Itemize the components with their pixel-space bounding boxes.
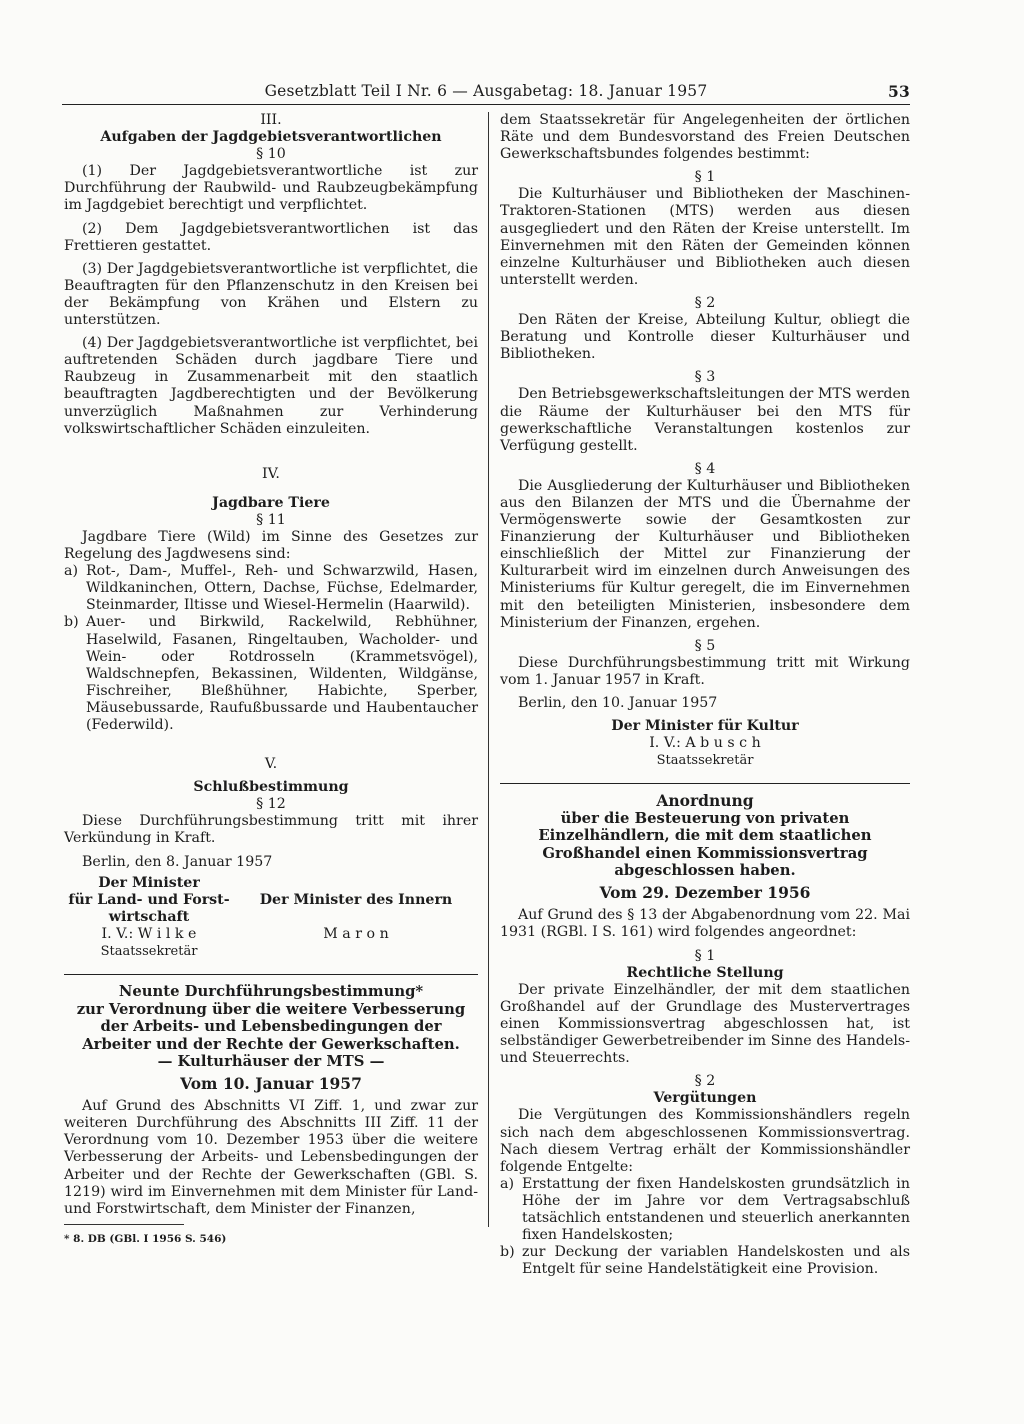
signature-block: [64, 875, 478, 960]
running-title: Gesetzblatt Teil I Nr. 6 — Ausgabetag: 18. Januar 1957: [264, 82, 708, 100]
section-rule: [500, 783, 910, 784]
body-paragraph: (2) Dem Jagdgebietsverantwortlichen ist das Frettieren gestattet.: [64, 220, 478, 254]
paragraph-number: § 12: [256, 796, 286, 813]
list-label: b): [500, 1244, 515, 1261]
body-paragraph: Auf Grund des § 13 der Abgabenordnung vom 22. Mai 1931 (RGBl. I S. 161) wird folgendes angeordnet:: [500, 907, 910, 941]
signature-title: Der Minister für Kultur: [611, 718, 799, 735]
paragraph-number: § 1: [694, 169, 716, 186]
column-divider: [488, 112, 489, 1227]
list-text: zur Deckung der variablen Handelskosten und als Entgelt für seine Handelstätigkeit eine Provision.: [522, 1244, 910, 1278]
signature-role: Staatssekretär: [656, 753, 754, 769]
body-paragraph: Den Betriebsgewerkschaftsleitungen der MTS werden die Räume der Kulturhäuser bei den MTS für gewerkschaftliche Veranstaltungen kostenlos zur Verfügung gestellt.: [500, 386, 910, 454]
body-paragraph: Der private Einzelhändler, der mit dem staatlichen Großhandel auf der Grundlage des Mustervertrages einen Kommissionsvertrag abgeschlossen hat, ist selbständiger Gewerbetreibender im Sinne des Handels- und Steuerrechts.: [500, 981, 910, 1067]
document-topic: — Kulturhäuser der MTS —: [157, 1053, 385, 1071]
list-text: Erstattung der fixen Handelskosten grundsätzlich in Höhe der im Jahre vor dem Vertragsabschluß tatsächlich entstandenen und steuerlich anerkannten fixen Handelskosten;: [522, 1175, 910, 1244]
signature-name: I. V.: A b u s c h: [649, 735, 761, 752]
page-number: 53: [888, 82, 910, 101]
signature-agriculture: [64, 875, 234, 960]
signature-title: Der Minister: [98, 874, 200, 891]
section-heading: Aufgaben der Jagdgebietsverantwortlichen: [100, 129, 442, 146]
date-line: Berlin, den 8. Januar 1957: [82, 853, 273, 870]
signature-name: I. V.: W i l k e: [101, 925, 197, 942]
body-paragraph: Den Räten der Kreise, Abteilung Kultur, obliegt die Beratung und Kontrolle dieser Kulturhäuser und Bibliotheken.: [500, 312, 910, 363]
right-column: [500, 112, 910, 1278]
paragraph-number: § 5: [694, 637, 716, 654]
document-title: Neunte Durchführungsbestimmung*: [118, 983, 424, 1001]
signature-block: [500, 718, 910, 769]
footnote-rule: [64, 1224, 184, 1225]
section-heading: Jagdbare Tiere: [212, 494, 330, 511]
document-title: Anordnung: [656, 791, 754, 811]
footnote: * 8. DB (GBl. I 1956 S. 546): [64, 1232, 227, 1245]
body-paragraph: (1) Der Jagdgebietsverantwortliche ist zur Durchführung der Raubwild- und Raubzeugbekämpfung im Jagdgebiet berechtigt und verpflichtet.: [64, 163, 478, 214]
body-paragraph: dem Staatssekretär für Angelegenheiten der örtlichen Räte und dem Bundesvorstand des Freien Deutschen Gewerkschaftsbundes folgendes bestimmt:: [500, 112, 910, 163]
body-paragraph: Auf Grund des Abschnitts VI Ziff. 1, und zwar zur weiteren Durchführung des Abschnitts III Ziff. 11 der Verordnung vom 10. Dezember 1953 über die weitere Verbesserung der Arbeits- und Lebensbedingungen der Arbeiter und der Rechte der Gewerkschaften (GBl. S. 1219) wird im Einvernehmen mit dem Minister für Land- und Forstwirtschaft, dem Minister der Finanzen,: [64, 1098, 478, 1217]
list-item: [500, 1176, 910, 1244]
section-heading: Schlußbestimmung: [193, 779, 349, 796]
signature-name: M a r o n: [323, 925, 389, 942]
paragraph-number: § 2: [694, 1073, 716, 1090]
body-paragraph: (4) Der Jagdgebietsverantwortliche ist verpflichtet, bei auftretenden Schäden durch jagdbare Tiere und Raubzeug in Zusammenarbeit mit den staatlich beauftragten Jagdberechtigten und der Bevölkerung unverzüglich Maßnahmen zur Verhinderung volkswirtschaftlicher Schäden einzuleiten.: [64, 335, 478, 437]
paragraph-number: § 3: [694, 369, 716, 386]
body-paragraph: Die Ausgliederung der Kulturhäuser und Bibliotheken aus den Bilanzen der MTS und die Übernahme der Vermögenswerte sowie der Gesamtkosten zur Finanzierung der Kulturhäuser und Bibliotheken einschließlich der Mittel zur Finanzierung der Kulturarbeit wird im einzelnen durch Anweisungen des Ministeriums für Kultur geregelt, die im Einvernehmen mit den beteiligten Ministerien, insbesondere dem Ministerium der Finanzen, ergehen.: [500, 477, 910, 631]
list-label: b): [64, 614, 79, 631]
section-numeral: IV.: [262, 465, 280, 482]
document-subtitle: über die Besteuerung von privaten Einzelhändlern, die mit dem staatlichen Großhandel einen Kommissionsvertrag abgeschlossen haben.: [538, 809, 872, 880]
list-text: Rot-, Dam-, Muffel-, Reh- und Schwarzwild, Hasen, Wildkaninchen, Ottern, Dachse, Füchse, Edelmarder, Steinmarder, Iltisse und Wiesel-Hermelin (Haarwild).: [86, 563, 478, 614]
running-header: [62, 82, 910, 105]
signature-title: für Land- und Forst-: [68, 891, 230, 908]
list-item: [64, 614, 478, 734]
paragraph-number: § 4: [694, 460, 716, 477]
list-label: a): [64, 563, 78, 580]
section-numeral: III.: [260, 112, 282, 128]
date-line: Berlin, den 10. Januar 1957: [518, 695, 718, 711]
signature-title: wirtschaft: [108, 908, 190, 925]
list-text: Auer- und Birkwild, Rackelwild, Rebhühner, Haselwild, Fasanen, Ringeltauben, Wacholder- und Wein- oder Rotdrosseln (Krammetsvögel), Waldschnepfen, Bekassinen, Wildenten, Wildgänse, Fischreiher, Bleßhühner, Habichte, Sperber, Mäusebussarde, Raufußbussarde und Haubentaucher (Federwild).: [86, 614, 478, 733]
paragraph-number: § 11: [256, 511, 286, 528]
body-paragraph: Jagdbare Tiere (Wild) im Sinne des Gesetzes zur Regelung des Jagdwesens sind:: [64, 528, 478, 563]
list-item: [64, 563, 478, 614]
body-paragraph: Die Kulturhäuser und Bibliotheken der Maschinen-Traktoren-Stationen (MTS) werden aus diesen ausgegliedert und den Räten der Kreise unterstellt. Im Einvernehmen mit den Räten der Gemeinden können einzelne Kulturhäuser und Bibliotheken auch diesen unterstellt werden.: [500, 186, 910, 288]
signature-role: Staatssekretär: [100, 944, 198, 960]
body-paragraph: (3) Der Jagdgebietsverantwortliche ist verpflichtet, die Beauftragten für den Pflanzenschutz in den Kreisen bei der Bekämpfung von Krähen und Elstern zu unterstützen.: [64, 260, 478, 329]
left-column: [64, 112, 478, 1248]
list-label: a): [500, 1175, 514, 1192]
section-rule: [64, 974, 478, 975]
document-date: Vom 29. Dezember 1956: [599, 882, 811, 902]
body-paragraph: Diese Durchführungsbestimmung tritt mit Wirkung vom 1. Januar 1957 in Kraft.: [500, 654, 910, 688]
body-paragraph: Diese Durchführungsbestimmung tritt mit ihrer Verkündung in Kraft.: [64, 813, 478, 847]
paragraph-number: § 2: [694, 294, 716, 311]
document-date: Vom 10. Januar 1957: [180, 1073, 362, 1093]
paragraph-heading: Vergütungen: [653, 1090, 757, 1107]
signature-interior: [234, 875, 478, 960]
section-numeral: V.: [264, 756, 278, 773]
signature-title: Der Minister des Innern: [259, 891, 453, 908]
document-subtitle: zur Verordnung über die weitere Verbesserung der Arbeits- und Lebensbedingungen der Arbeiter und der Rechte der Gewerkschaften.: [76, 1000, 466, 1053]
paragraph-number: § 1: [694, 947, 716, 964]
paragraph-heading: Rechtliche Stellung: [626, 964, 784, 981]
list-item: [500, 1244, 910, 1278]
body-paragraph: Die Vergütungen des Kommissionshändlers regeln sich nach dem abgeschlossenen Kommissionsvertrag. Nach diesem Vertrag erhält der Kommissionshändler folgende Entgelte:: [500, 1107, 910, 1175]
paragraph-number: § 10: [256, 146, 286, 163]
